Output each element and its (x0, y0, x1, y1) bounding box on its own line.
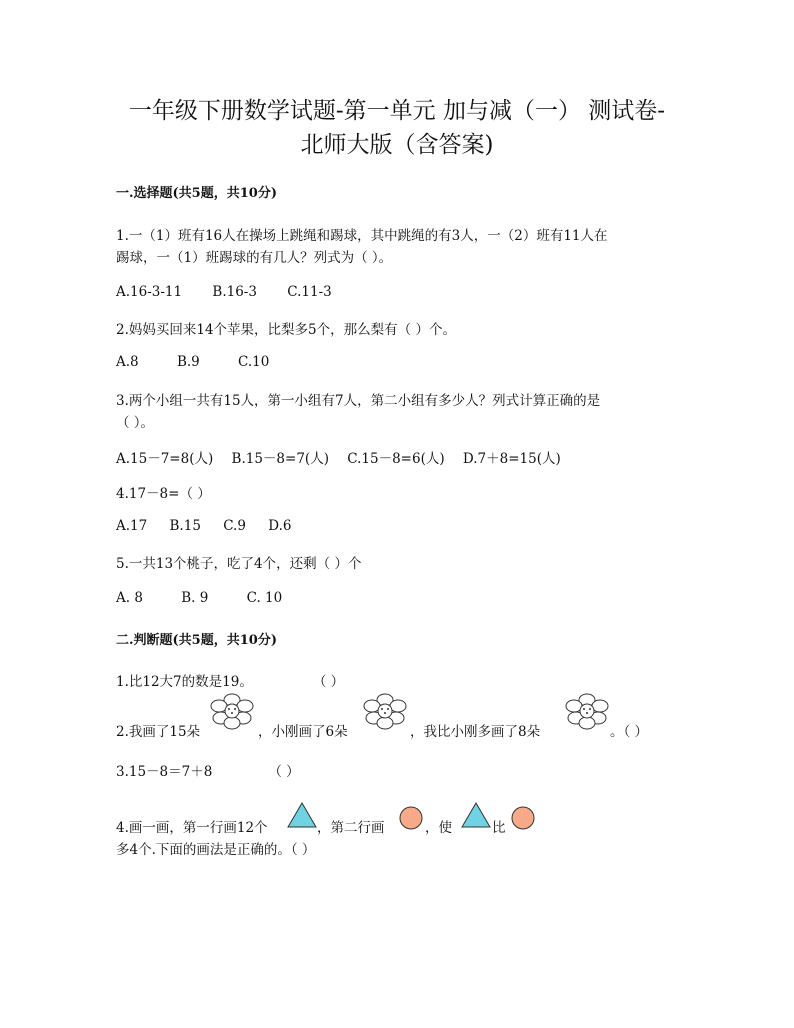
judge-3 (116, 760, 300, 780)
question-1-line1: 1.一（1）班有16人在操场上跳绳和踢球，其中跳绳的有3人，一（2）班有11人在 (116, 228, 608, 244)
question-3-line2: （ ）。 (116, 415, 155, 431)
flower-icon (362, 692, 408, 732)
judge-4-part1: 4.画一画，第一行画12个 (116, 820, 268, 836)
judge-1 (116, 670, 344, 690)
option-b[interactable]: B.15 (169, 518, 201, 534)
question-1-options (116, 284, 358, 300)
page-title-line1: 一年级下册数学试题-第一单元 加与减（一） 测试卷- (128, 98, 666, 124)
option-c[interactable]: C. 10 (246, 590, 283, 606)
judge-4-part3: ，使 (425, 820, 452, 836)
option-b[interactable]: B. 9 (181, 590, 209, 606)
option-b[interactable]: B.16-3 (212, 284, 257, 300)
option-d[interactable]: D.7＋8=15(人) (462, 451, 561, 467)
option-d[interactable]: D.6 (268, 518, 292, 534)
option-a[interactable]: A. 8 (116, 590, 143, 606)
judge-4-part4: 比 (492, 820, 506, 836)
question-5-text: 5.一共13个桃子，吃了4个，还剩（ ）个 (116, 556, 362, 572)
option-a[interactable]: A.15－7=8(人) (116, 451, 214, 467)
question-1-line2: 踢球，一（1）班踢球的有几人？列式为（ ）。 (116, 250, 393, 266)
question-4-text: 4.17－8=（ ） (116, 486, 211, 502)
judge-1-text: 1.比12大7的数是19。 (116, 674, 253, 690)
answer-paren[interactable]: （ ） (268, 764, 300, 780)
section-heading-judge: 二.判断题(共5题，共10分) (116, 633, 277, 648)
circle-icon (511, 806, 535, 830)
question-3-line1: 3.两个小组一共有15人，第一小组有7人，第二小组有多少人？列式计算正确的是 (116, 393, 601, 409)
option-a[interactable]: A.8 (116, 354, 139, 370)
option-c[interactable]: C.11-3 (287, 284, 332, 300)
judge-2-part2: ，小刚画了6朵 (258, 724, 348, 740)
judge-4-part2: ，第二行画 (317, 820, 385, 836)
question-4-options (116, 518, 317, 534)
question-5-options (116, 590, 308, 606)
flower-icon (564, 692, 610, 732)
question-2-options (116, 354, 295, 370)
triangle-icon (287, 802, 317, 828)
question-2-text: 2.妈妈买回来14个苹果，比梨多5个，那么梨有（ ）个。 (116, 322, 456, 338)
section-heading-choice: 一.选择题(共5题，共10分) (116, 186, 277, 201)
circle-icon (399, 806, 423, 830)
option-b[interactable]: B.15－8=7(人) (231, 451, 329, 467)
judge-2-part1: 2.我画了15朵 (116, 724, 201, 740)
option-c[interactable]: C.10 (238, 354, 270, 370)
option-a[interactable]: A.16-3-11 (116, 284, 183, 300)
option-c[interactable]: C.9 (223, 518, 246, 534)
page-title-line2: 北师大版（含答案) (300, 132, 494, 158)
flower-icon (209, 692, 255, 732)
judge-3-text: 3.15－8＝7＋8 (116, 764, 213, 780)
option-c[interactable]: C.15－8=6(人) (347, 451, 445, 467)
option-b[interactable]: B.9 (176, 354, 200, 370)
judge-4-line2: 多4个.下面的画法是正确的。（ ） (116, 842, 316, 858)
answer-paren[interactable]: （ ） (312, 674, 345, 690)
option-a[interactable]: A.17 (116, 518, 148, 534)
triangle-icon (461, 802, 491, 828)
judge-2-part4[interactable]: 。（ ） (610, 724, 649, 740)
question-3-options (116, 447, 587, 467)
judge-2-part3: ，我比小刚多画了8朵 (410, 724, 541, 740)
